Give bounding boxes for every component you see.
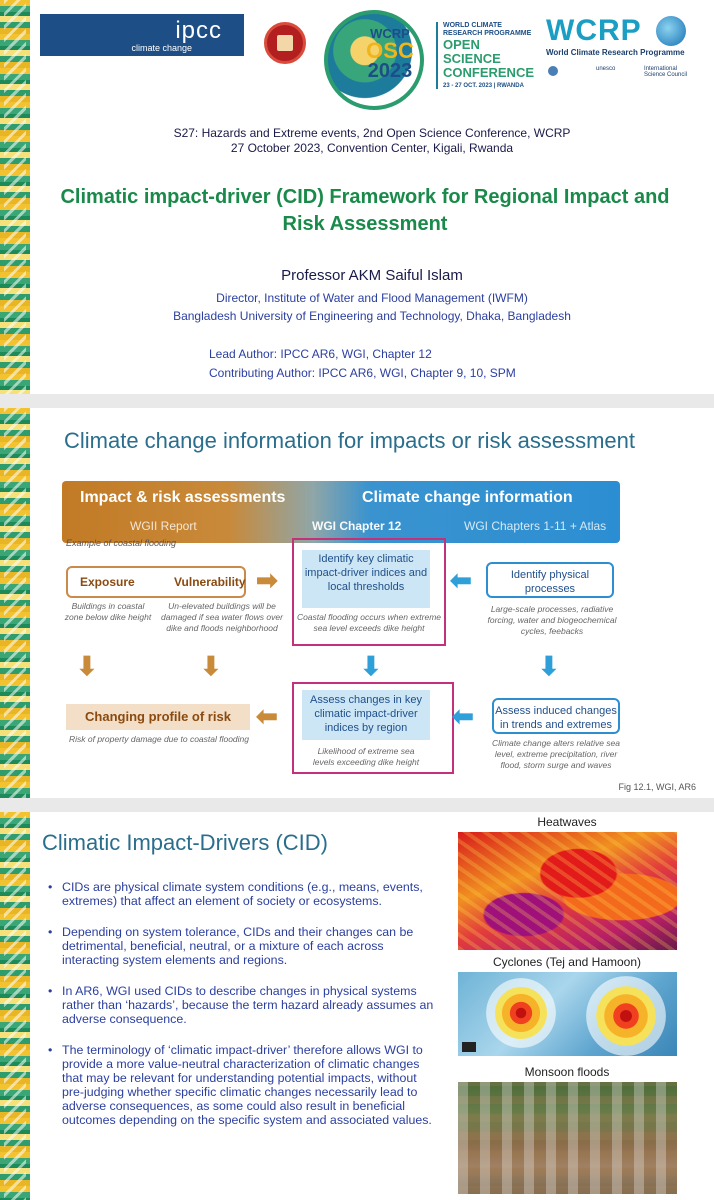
globe-icon (656, 16, 686, 46)
cid-bullet-list (48, 880, 438, 1144)
assess-induced-box (492, 698, 620, 734)
identify-physical-text: Identify physical processes (510, 569, 590, 595)
vulnerability-caption: Un-elevated buildings will be damaged if sea water flows over dike and floods neighborhood (161, 601, 283, 633)
vulnerability-label: Vulnerability (174, 575, 246, 589)
osc-year: 2023 (367, 60, 413, 82)
arrow-down-icon: ⬇ (200, 651, 222, 681)
osc-logo-title (350, 26, 430, 81)
partner-logos (548, 66, 698, 96)
cyclones-label: Cyclones (Tej and Hamoon) (492, 955, 642, 969)
exposure-label: Exposure (80, 575, 135, 589)
osc-conference-1: OPEN SCIENCE (443, 37, 501, 66)
heatwaves-label: Heatwaves (537, 815, 597, 829)
decorative-stripe (0, 812, 30, 1200)
identify-cid-text: Identify key climatic impact-driver indices and local thresholds (304, 553, 428, 593)
university-seal-logo (264, 22, 306, 64)
assess-induced-text: Assess induced changes in trends and extremes (495, 705, 617, 731)
slide-title (0, 0, 714, 394)
wcrp-logo (546, 14, 696, 57)
decorative-stripe (0, 408, 30, 798)
banner-climate-info: Climate change information (362, 489, 573, 506)
wcrp-logo-text: WCRP (546, 14, 642, 47)
slide-title: Climatic Impact-Drivers (CID) (42, 830, 328, 855)
bullet-item: • CIDs are physical climate system conditions (e.g., means, events, extremes) that affect an element of society or ecosystems. (48, 880, 438, 908)
slide-framework (0, 408, 714, 798)
slide-cid (0, 812, 714, 1200)
ipcc-logo-text: ipcc (175, 17, 222, 44)
changing-profile-caption: Risk of property damage due to coastal flooding (68, 734, 250, 744)
identify-cid-box (302, 550, 430, 608)
cyclones-satellite-image (458, 972, 677, 1056)
unesco-logo: unesco (596, 66, 616, 72)
heatwaves-map-image (458, 832, 677, 950)
osc-conference-2: CONFERENCE (443, 65, 535, 80)
wcrp-logo-subtitle: World Climate Research Programme (546, 48, 685, 57)
arrow-left-icon: ⬅ (452, 701, 474, 731)
arrow-left-icon: ⬅ (450, 565, 472, 595)
cyclone-tej-icon (486, 978, 556, 1048)
presentation-title: Climatic impact-driver (CID) Framework for Regional Impact and Risk Assessment (60, 186, 670, 235)
date-line: 27 October 2023, Convention Center, Kigali, Rwanda (230, 141, 514, 155)
identify-physical-box (486, 562, 614, 598)
banner-wgi-chapters: WGI Chapters 1-11 + Atlas (464, 519, 607, 533)
osc-logo-text (436, 22, 535, 89)
example-caption: Example of coastal flooding (66, 538, 177, 548)
arrow-down-icon: ⬇ (538, 651, 560, 681)
assess-induced-caption: Climate change alters relative sea level, extreme precipitation, river flood, storm surge and waves (491, 738, 621, 770)
arrow-down-icon: ⬇ (360, 651, 382, 681)
banner-wgii: WGII Report (130, 519, 197, 533)
affiliation-line-2: Bangladesh University of Engineering and Technology, Dhaka, Bangladesh (173, 309, 571, 323)
framework-banner (62, 481, 620, 543)
exposure-vulnerability-box (66, 566, 246, 598)
figure-reference: Fig 12.1, WGI, AR6 (618, 782, 696, 792)
isc-logo: International Science Council (644, 66, 688, 78)
monsoon-label: Monsoon floods (524, 1065, 610, 1079)
monsoon-flood-photo (458, 1082, 677, 1194)
cyclone-hamoon-icon (586, 976, 666, 1056)
contributing-author: Contributing Author: IPCC AR6, WGI, Chapter 9, 10, SPM (209, 366, 516, 380)
watermark-icon (462, 1042, 476, 1052)
ipcc-logo-subtitle: climate change (131, 43, 192, 53)
ipcc-logo (40, 14, 244, 56)
osc-wcrp: WCRP (370, 26, 410, 41)
osc-name: OSC (366, 38, 414, 63)
bullet-item: • The terminology of ‘climatic impact-driver’ therefore allows WGI to provide a more value-neutral characterization of climatic changes that may be relevant for understanding potential impacts, without pre-judging whether specific climatic changes necessarily lead to adverse consequences, as some could also result in beneficial outcomes depending on the specific system and associated values. (48, 1043, 438, 1127)
speaker-name: Professor AKM Saiful Islam (281, 267, 463, 284)
arrow-right-icon: ➡ (256, 565, 278, 595)
assess-cid-text: Assess changes in key climatic impact-driver indices by region (310, 694, 422, 734)
osc-dates: 23 - 27 OCT. 2023 | RWANDA (443, 83, 524, 89)
wmo-icon (548, 66, 558, 78)
slide-title: Climate change information for impacts or risk assessment (64, 428, 635, 453)
lead-author: Lead Author: IPCC AR6, WGI, Chapter 12 (209, 347, 432, 361)
bullet-item: • Depending on system tolerance, CIDs and their changes can be detrimental, beneficial, neutral, or a mixture of each across interacting system elements and regions. (48, 925, 438, 967)
changing-profile-box (66, 704, 250, 730)
identify-cid-caption: Coastal flooding occurs when extreme sea level exceeds dike height (296, 612, 442, 633)
session-line: S27: Hazards and Extreme events, 2nd Open Science Conference, WCRP (173, 126, 571, 140)
exposure-caption: Buildings in coastal zone below dike height (64, 601, 152, 622)
arrow-down-icon: ⬇ (76, 651, 98, 681)
identify-physical-caption: Large-scale processes, radiative forcing, water and biogeochemical cycles, feebacks (487, 604, 617, 636)
assess-cid-box (302, 690, 430, 740)
assess-cid-caption: Likelihood of extreme sea levels exceeding dike height (312, 746, 420, 767)
affiliation-line-1: Director, Institute of Water and Flood Management (IWFM) (216, 291, 528, 305)
arrow-left-icon: ⬅ (256, 701, 278, 731)
changing-profile-text: Changing profile of risk (85, 709, 231, 724)
decorative-stripe (0, 0, 30, 394)
banner-impact-risk: Impact & risk assessments (80, 489, 286, 506)
osc-programme: WORLD CLIMATE RESEARCH PROGRAMME (443, 22, 532, 37)
banner-wgi-ch12: WGI Chapter 12 (312, 519, 402, 533)
bullet-item: • In AR6, WGI used CIDs to describe changes in physical systems rather than ‘hazards’, because the term hazard already assumes an adverse consequence. (48, 984, 438, 1026)
